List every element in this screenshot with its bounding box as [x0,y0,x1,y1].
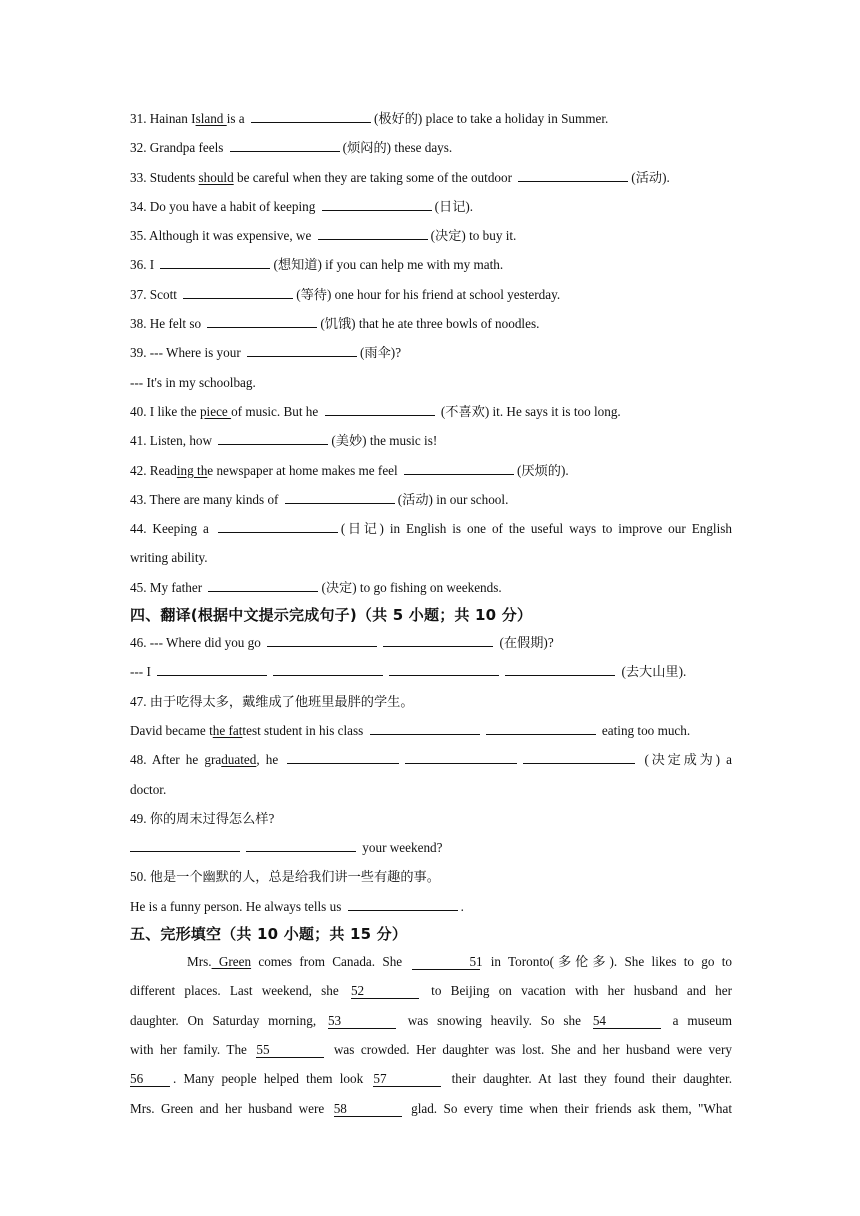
q42-hint: (厌烦的) [517,462,566,478]
cloze-text: to Beijing on vacation with her husband and her [421,983,732,999]
q43-hint: (活动) [397,491,433,507]
q37-answer-blank[interactable] [183,285,293,299]
cloze-text: Mrs. Green and her husband were [130,1100,331,1116]
q33-hint: (活动) [631,169,667,185]
q48-underlined: duated [221,752,257,768]
q35-answer-blank[interactable] [318,226,428,240]
cloze-text: their daughter. At last they found their daughter. [444,1071,732,1087]
question-39 [130,338,732,367]
q40-text-end: it. He says it is too long. [489,403,621,419]
q46-hint-1: (在假期)? [496,635,554,651]
q50-text: He is a funny person. He always tells us [130,898,345,914]
q43-text-end: in our school. [432,491,509,507]
question-48 [130,745,732,774]
q48-blank-2[interactable] [405,750,517,764]
q49-text-end: your weekend? [359,840,443,856]
cloze-text: a museum [663,1012,733,1028]
cloze-blank-58[interactable]: 58 [334,1102,402,1117]
cloze-blank-53[interactable]: 53 [328,1014,396,1029]
cloze-line-5 [130,1064,732,1093]
question-36 [130,250,732,279]
q46-reply-text: --- I [130,664,155,680]
q40-hint: (不喜欢) [437,403,490,419]
q36-text: 36. I [130,257,158,273]
q44-text-end: in English is one of the useful ways to improve our English [383,521,732,537]
q39-answer-blank[interactable] [247,343,357,357]
question-49-english [130,833,732,862]
q40-answer-blank[interactable] [325,402,435,416]
q33-text-mid: be careful when they are taking some of the outdoor [233,169,516,185]
question-50-chinese: 50. 他是一个幽默的人，总是给我们讲一些有趣的事。 [130,869,440,885]
q33-underlined: should [198,169,234,185]
q48-text-mid: , he [256,752,285,768]
question-35 [130,221,732,250]
cloze-text: glad. So every time when their friends ask them, "What [404,1100,732,1116]
q31-text: 31. Hainan I [130,111,196,126]
q41-text: 41. Listen, how [130,433,216,449]
q44-answer-blank[interactable] [218,519,338,533]
cloze-text: . Many people helped them look [173,1071,371,1087]
q31-text-end: place to take a holiday in Summer. [422,111,609,126]
q31-underlined: sland [195,111,227,126]
question-46-line1 [130,628,732,657]
q50-text-end: . [460,898,464,914]
q41-hint: (美妙) [331,433,367,449]
q37-hint: (等待) [296,286,332,302]
question-37 [130,280,732,309]
cloze-text: daughter. On Saturday morning, [130,1012,325,1028]
q46-blank-6[interactable] [505,662,615,676]
question-47-chinese: 47. 由于吃得太多，戴维成了他班里最胖的学生。 [130,693,414,709]
question-44-continued: writing ability. [130,550,208,566]
q49-blank-2[interactable] [246,838,356,852]
q35-text: 35. Although it was expensive, we [130,228,315,244]
question-38 [130,309,732,338]
q31-hint: (极好的) [373,111,423,126]
cloze-line-1 [130,947,732,976]
cloze-text: different places. Last weekend, she [130,983,348,999]
q48-blank-3[interactable] [523,750,635,764]
cloze-line-3 [130,1006,732,1035]
question-40 [130,397,732,426]
q46-blank-3[interactable] [157,662,267,676]
question-50-english [130,892,732,921]
question-49-chinese: 49. 你的周末过得怎么样? [130,810,275,826]
cloze-blank-57[interactable]: 57 [373,1072,441,1087]
question-33 [130,163,732,192]
section-4-heading: 四、翻译(根据中文提示完成句子)（共 5 小题；共 10 分） [130,606,533,625]
q34-text: 34. Do you have a habit of keeping [130,198,319,214]
question-46-line2 [130,657,732,686]
q42-answer-blank[interactable] [404,461,514,475]
q34-answer-blank[interactable] [322,197,432,211]
cloze-text: Mrs. [187,954,212,970]
q37-text: 37. Scott [130,286,181,302]
q38-text: 38. He felt so [130,316,205,332]
cloze-blank-52[interactable]: 52 [351,984,419,999]
q39-hint: (雨伞) [360,345,396,361]
q32-answer-blank[interactable] [230,138,340,152]
q44-hint: (日记) [340,521,384,537]
q33-answer-blank[interactable] [518,168,628,182]
q40-underlined: piece [199,403,232,419]
q36-answer-blank[interactable] [160,255,270,269]
q38-hint: (饥饿) [320,316,356,332]
q45-hint: (决定) [321,579,357,595]
q47-blank-2[interactable] [486,721,596,735]
q36-text-end: if you can help me with my math. [321,257,504,273]
q39-text-end: ? [395,345,402,361]
q32-text: 32. Grandpa feels [130,140,227,156]
q43-answer-blank[interactable] [285,490,395,504]
q34-hint: (日记) [434,198,470,214]
q32-text-end: these days. [391,140,453,156]
question-39-reply: --- It's in my schoolbag. [130,374,256,390]
cloze-text: was crowded. Her daughter was lost. She and her husband were very [327,1041,732,1057]
question-32 [130,133,732,162]
q46-blank-2[interactable] [383,633,493,647]
q46-hint-2: (去大山里). [618,664,687,680]
q36-hint: (想知道) [273,257,322,273]
q39-text: 39. --- Where is your [130,345,245,361]
q31-answer-blank[interactable] [251,109,371,123]
q47-text-end: eating too much. [598,722,691,738]
cloze-blank-56[interactable]: 56 [130,1072,170,1087]
q38-answer-blank[interactable] [207,314,317,328]
q41-text-end: the music is! [366,433,438,449]
q34-text-end: . [469,198,474,214]
cloze-line-6 [130,1094,732,1123]
q46-blank-4[interactable] [273,662,383,676]
q47-blank-1[interactable] [370,721,480,735]
q46-blank-1[interactable] [267,633,377,647]
q48-hint: (决定成为) a [638,752,732,768]
q44-text: 44. Keeping a [130,521,215,537]
q43-text: 43. There are many kinds of [130,491,282,507]
q38-text-end: that he ate three bowls of noodles. [355,316,540,332]
cloze-line-2 [130,976,732,1005]
question-31 [130,104,732,133]
q47-underlined: he fat [212,722,243,738]
q35-text-end: to buy it. [465,228,517,244]
q35-hint: (决定) [430,228,466,244]
q45-text: 45. My father [130,579,206,595]
q47-text-mid: test student in his class [242,722,367,738]
q41-answer-blank[interactable] [218,431,328,445]
q40-text: 40. I like the [130,403,200,419]
question-48-continued: doctor. [130,781,167,797]
q48-blank-1[interactable] [287,750,399,764]
q32-hint: (烦闷的) [342,140,392,156]
question-44 [130,514,732,543]
q42-text-mid: e newspaper at home makes me feel [207,462,401,478]
q31-text-mid: is a [226,111,248,126]
question-45 [130,573,732,602]
question-47-english [130,716,732,745]
cloze-blank-55[interactable]: 55 [256,1043,324,1058]
worksheet-content [130,104,732,1123]
q33-text-end: . [666,169,670,185]
question-41 [130,426,732,455]
cloze-blank-54[interactable]: 54 [593,1014,661,1029]
cloze-text: comes from Canada. She [251,954,410,970]
q47-text: David became t [130,722,213,738]
q46-blank-5[interactable] [389,662,499,676]
cloze-blank-51[interactable]: 51 [412,955,480,970]
q50-answer-blank[interactable] [348,897,458,911]
question-34 [130,192,732,221]
q33-text: 33. Students [130,169,199,185]
q37-text-end: one hour for his friend at school yesterday. [331,286,561,302]
q46-text: 46. --- Where did you go [130,635,265,651]
q42-text: 42. Read [130,462,177,478]
section-5-heading: 五、完形填空（共 10 小题；共 15 分） [130,925,408,944]
cloze-text: was snowing heavily. So she [398,1012,590,1028]
q40-text-mid: of music. But he [231,403,322,419]
cloze-line-4 [130,1035,732,1064]
question-42 [130,456,732,485]
question-43 [130,485,732,514]
cloze-text: with her family. The [130,1041,254,1057]
cloze-underlined-name: Green [211,954,252,970]
q45-answer-blank[interactable] [208,578,318,592]
cloze-text: in Toronto(多伦多). She likes to go to [483,954,733,970]
q49-blank-1[interactable] [130,838,240,852]
q48-text: 48. After he gra [130,752,222,768]
q42-underlined: ing th [176,462,208,478]
q42-text-end: . [565,462,569,478]
q45-text-end: to go fishing on weekends. [356,579,502,595]
